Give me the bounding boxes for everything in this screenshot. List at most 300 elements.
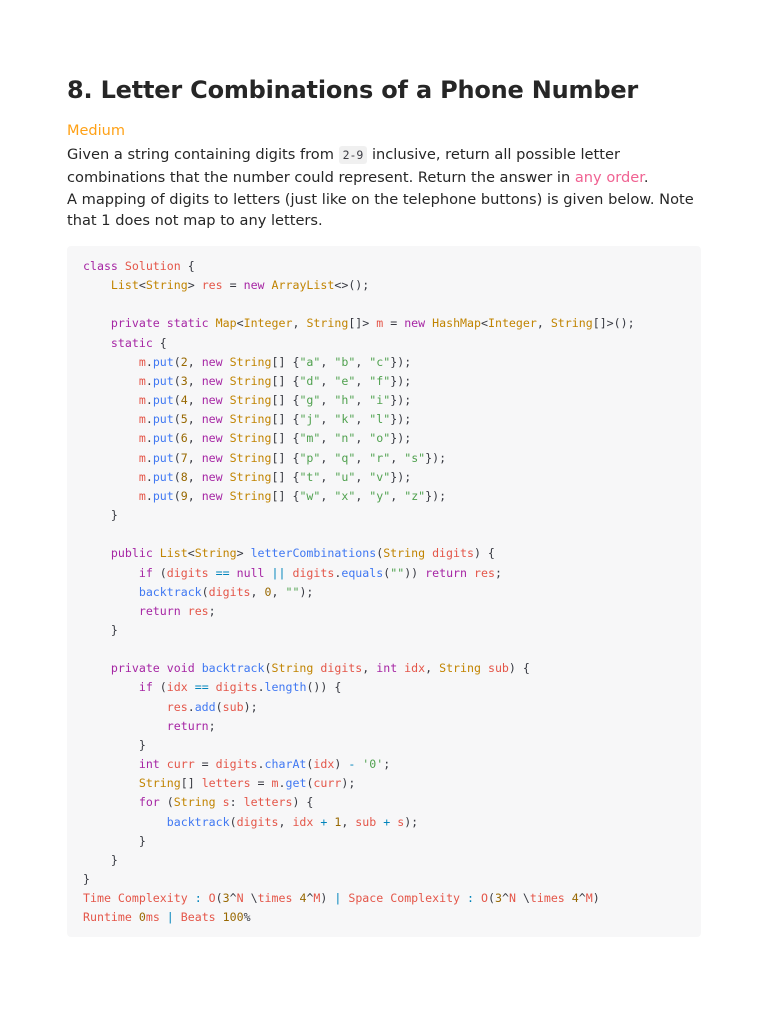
code-token: ; xyxy=(208,603,216,618)
code-token: . xyxy=(145,354,153,369)
code-token: , xyxy=(250,584,265,599)
code-token xyxy=(467,566,474,580)
code-token: "k" xyxy=(334,412,356,427)
code-token: List xyxy=(110,278,139,293)
code-token: "" xyxy=(285,584,300,599)
code-token: m xyxy=(138,450,146,465)
code-token xyxy=(265,278,272,292)
code-token: ( xyxy=(173,450,181,465)
code-line xyxy=(83,908,635,927)
code-token: String xyxy=(229,488,272,503)
code-token: M xyxy=(585,891,593,906)
code-token xyxy=(195,661,202,675)
code-token: new xyxy=(201,373,223,388)
code-token: '0' xyxy=(362,757,384,772)
problem-description xyxy=(67,144,707,232)
code-token: <>(); xyxy=(334,278,370,293)
description-paragraph-1 xyxy=(67,144,707,189)
code-token: 0 xyxy=(264,584,272,599)
code-token xyxy=(160,316,167,330)
code-line xyxy=(83,793,635,812)
code-token: "i" xyxy=(369,393,391,408)
code-token: ( xyxy=(264,661,272,676)
code-token: "j" xyxy=(299,412,321,427)
code-token: : xyxy=(194,891,202,906)
code-token xyxy=(223,374,230,388)
code-token: new xyxy=(201,354,223,369)
code-token: ; xyxy=(208,718,216,733)
code-token: 4 xyxy=(571,891,579,906)
code-token: . xyxy=(257,757,265,772)
code-token: ) { xyxy=(292,795,314,810)
code-token: sub xyxy=(355,814,377,829)
code-token: , xyxy=(362,661,377,676)
code-token: ( xyxy=(201,584,209,599)
code-token: , xyxy=(425,661,440,676)
code-token: put xyxy=(152,469,174,484)
code-token: 3 xyxy=(222,891,230,906)
code-token: . xyxy=(334,565,342,580)
code-token xyxy=(474,891,481,905)
code-token: add xyxy=(194,699,216,714)
code-token: "o" xyxy=(369,431,391,446)
code-token: String xyxy=(271,661,314,676)
code-token: 1 xyxy=(334,814,342,829)
code-token xyxy=(216,910,223,924)
code-line xyxy=(83,353,635,372)
code-token: static xyxy=(166,316,209,331)
code-token: m xyxy=(138,431,146,446)
code-token: length xyxy=(264,680,307,695)
code-token: static xyxy=(110,335,153,350)
code-line xyxy=(83,678,635,697)
code-token: equals xyxy=(341,565,384,580)
code-token: , xyxy=(536,316,551,331)
code-token: "q" xyxy=(334,450,356,465)
code-token: [] { xyxy=(271,450,300,465)
code-token: < xyxy=(138,278,146,293)
code-token: String xyxy=(229,412,272,427)
code-token: return xyxy=(138,603,181,618)
code-token: new xyxy=(201,488,223,503)
code-token: m xyxy=(138,469,146,484)
code-token xyxy=(83,451,139,465)
code-token xyxy=(223,489,230,503)
code-token: new xyxy=(404,316,426,331)
code-token: digits xyxy=(292,565,335,580)
code-token: 3 xyxy=(180,373,188,388)
code-token: ( xyxy=(215,699,223,714)
code-token: digits xyxy=(320,661,363,676)
code-line xyxy=(83,755,635,774)
code-token xyxy=(83,815,167,829)
code-token xyxy=(83,604,139,618)
code-token: , xyxy=(355,412,370,427)
code-token xyxy=(160,910,167,924)
code-line xyxy=(83,506,635,525)
code-token: , xyxy=(271,584,286,599)
code-token xyxy=(83,489,139,503)
code-token: m xyxy=(138,488,146,503)
code-token: , xyxy=(355,373,370,388)
code-token: String xyxy=(194,546,237,561)
code-token: ( xyxy=(215,891,223,906)
code-token xyxy=(153,546,160,560)
code-token: ; xyxy=(494,565,502,580)
code-token: "w" xyxy=(299,488,321,503)
code-token: s xyxy=(397,814,405,829)
code-token: , xyxy=(187,373,202,388)
code-token xyxy=(160,757,167,771)
code-token: }); xyxy=(425,488,447,503)
code-token: String xyxy=(229,450,272,465)
code-line xyxy=(83,468,635,487)
code-token: N xyxy=(508,891,516,906)
code-token: } xyxy=(83,833,146,848)
code-token: ^ xyxy=(578,891,586,906)
code-token: charAt xyxy=(264,757,307,772)
code-token: String xyxy=(439,661,481,676)
code-token: class xyxy=(83,259,118,273)
code-token: ) xyxy=(320,891,335,906)
code-token xyxy=(188,680,195,694)
code-token xyxy=(83,585,139,599)
code-token: 2 xyxy=(180,354,188,369)
code-token: , xyxy=(320,469,335,484)
code-token: }); xyxy=(390,431,412,446)
code-token: , xyxy=(320,488,335,503)
code-token: [] { xyxy=(271,488,300,503)
description-paragraph-2: A mapping of digits to letters (just like on the telephone buttons) is given below. Note that 1 does not map to any letters. xyxy=(67,190,694,230)
code-token xyxy=(223,393,230,407)
code-token: public xyxy=(110,546,153,561)
code-token xyxy=(83,393,139,407)
code-token xyxy=(83,470,139,484)
code-token: [] { xyxy=(271,393,300,408)
code-token: . xyxy=(145,431,153,446)
code-token: []>(); xyxy=(592,316,635,331)
code-token: ^ xyxy=(306,891,314,906)
code-line xyxy=(83,372,635,391)
code-token xyxy=(160,661,167,675)
code-token: digits xyxy=(215,680,258,695)
code-line xyxy=(83,583,635,602)
code-token: , xyxy=(355,469,370,484)
code-token: backtrack xyxy=(166,814,230,829)
code-line xyxy=(83,276,635,295)
code-token xyxy=(83,680,139,694)
code-token: = xyxy=(383,316,405,331)
code-line xyxy=(83,736,635,755)
code-token: , xyxy=(320,450,335,465)
code-token: "y" xyxy=(369,488,391,503)
problem-title: 8. Letter Combinations of a Phone Number xyxy=(67,76,639,104)
code-line xyxy=(83,621,635,640)
inline-code-range: 2-9 xyxy=(339,146,368,164)
code-line xyxy=(83,851,635,870)
code-token: digits xyxy=(215,757,258,772)
code-token xyxy=(83,431,139,445)
code-token xyxy=(265,566,272,580)
code-token: String xyxy=(229,431,272,446)
code-token: put xyxy=(152,488,174,503)
code-token: m xyxy=(138,354,146,369)
code-token: }); xyxy=(390,412,412,427)
description-text: Given a string containing digits from xyxy=(67,146,339,163)
code-token: 0 xyxy=(138,910,146,925)
code-token: , xyxy=(320,373,335,388)
code-token: backtrack xyxy=(138,584,202,599)
code-token: new xyxy=(243,278,265,293)
code-token: . xyxy=(145,412,153,427)
code-line xyxy=(83,314,635,333)
code-token: 7 xyxy=(180,450,188,465)
code-token: , xyxy=(355,393,370,408)
code-token: \ xyxy=(515,891,530,906)
code-token: }); xyxy=(390,393,412,408)
code-token: res xyxy=(474,565,495,580)
code-token: return xyxy=(425,565,468,580)
code-token: }); xyxy=(390,469,412,484)
code-token: "s" xyxy=(404,450,426,465)
code-token: ( xyxy=(173,393,181,408)
code-token: "n" xyxy=(334,431,356,446)
code-token: letters xyxy=(243,795,293,810)
code-token: } xyxy=(83,872,90,886)
code-token: N xyxy=(236,891,244,906)
code-token: res xyxy=(187,603,209,618)
code-line xyxy=(83,774,635,793)
code-token: Complexity xyxy=(117,891,188,906)
code-token: m xyxy=(138,393,146,408)
code-line xyxy=(83,889,635,908)
code-token: ()) { xyxy=(306,680,342,695)
code-token: String xyxy=(229,354,272,369)
code-token: put xyxy=(152,373,174,388)
code-token: ( xyxy=(306,757,314,772)
code-line xyxy=(83,813,635,832)
code-token: void xyxy=(166,661,195,676)
code-line xyxy=(83,602,635,621)
code-token: if xyxy=(138,565,153,580)
code-token: String xyxy=(173,795,216,810)
code-token: , xyxy=(292,316,307,331)
code-token: M xyxy=(313,891,321,906)
code-token xyxy=(216,795,223,809)
code-token: } xyxy=(83,508,118,523)
code-token: 8 xyxy=(180,469,188,484)
code-token xyxy=(83,661,111,675)
code-token: ( xyxy=(152,680,167,695)
code-token: new xyxy=(201,393,223,408)
code-token: ( xyxy=(159,795,174,810)
code-token xyxy=(83,795,139,809)
code-token: letters xyxy=(201,776,251,791)
code-token: put xyxy=(152,412,174,427)
code-token xyxy=(202,891,209,905)
code-token: "g" xyxy=(299,393,321,408)
code-token: % xyxy=(243,910,251,925)
code-token: 9 xyxy=(180,488,188,503)
code-token: new xyxy=(201,469,223,484)
code-token xyxy=(565,891,572,905)
code-line xyxy=(83,640,635,659)
code-token: : xyxy=(467,891,475,906)
code-token: Solution xyxy=(124,259,181,273)
code-token: String xyxy=(138,776,181,791)
code-token: , xyxy=(187,431,202,446)
code-line xyxy=(83,544,635,563)
code-token: String xyxy=(550,316,593,331)
code-token: < xyxy=(187,546,195,561)
code-token: res xyxy=(166,699,188,714)
code-token: , xyxy=(187,412,202,427)
code-token: put xyxy=(152,354,174,369)
code-token: Space xyxy=(348,891,384,906)
code-token: HashMap xyxy=(432,316,481,331)
code-token: for xyxy=(138,795,160,810)
code-token: int xyxy=(138,757,160,772)
code-token: < xyxy=(481,316,488,331)
code-token: [] { xyxy=(271,431,300,446)
code-token: "d" xyxy=(299,373,321,388)
code-token: if xyxy=(138,680,153,695)
code-token: ( xyxy=(173,354,181,369)
code-token: String xyxy=(229,393,272,408)
code-token: . xyxy=(145,488,153,503)
code-token: digits xyxy=(208,584,251,599)
code-token: ) { xyxy=(473,546,495,561)
code-token: [] { xyxy=(271,354,300,369)
code-token: : xyxy=(229,795,244,810)
code-token xyxy=(83,336,111,350)
code-token: - xyxy=(348,757,356,772)
code-token xyxy=(83,355,139,369)
code-token xyxy=(223,470,230,484)
code-token: }); xyxy=(425,450,447,465)
code-token: > xyxy=(187,278,202,293)
code-token: String xyxy=(229,373,272,388)
code-token: ); xyxy=(299,584,314,599)
code-token xyxy=(174,910,181,924)
code-token xyxy=(188,891,195,905)
code-token xyxy=(83,546,111,560)
code-token: private xyxy=(110,316,160,331)
code-token xyxy=(223,412,230,426)
code-token: { xyxy=(152,335,167,350)
code-token: new xyxy=(201,450,223,465)
code-token: curr xyxy=(313,776,342,791)
code-line xyxy=(83,659,635,678)
code-token: sub xyxy=(487,661,509,676)
code-token: ^ xyxy=(229,891,237,906)
any-order-highlight: any order xyxy=(574,168,644,186)
code-token: \ xyxy=(243,891,258,906)
code-token: null xyxy=(236,565,265,580)
code-token: , xyxy=(187,354,202,369)
code-token xyxy=(83,700,167,714)
code-token: "m" xyxy=(299,431,321,446)
code-token: ( xyxy=(376,546,384,561)
code-line xyxy=(83,334,635,353)
description-text: . xyxy=(643,168,649,186)
code-token: "a" xyxy=(299,354,321,369)
code-token: curr xyxy=(166,757,195,772)
code-token xyxy=(83,412,139,426)
code-token: ( xyxy=(173,412,181,427)
code-token: O xyxy=(481,891,488,906)
code-token xyxy=(83,776,139,790)
code-token: || xyxy=(271,565,286,580)
code-token: "v" xyxy=(369,469,391,484)
code-line xyxy=(83,698,635,717)
code-token: put xyxy=(152,431,174,446)
code-line xyxy=(83,410,635,429)
code-token: ) xyxy=(592,891,600,906)
code-token: "u" xyxy=(334,469,356,484)
code-token xyxy=(83,757,139,771)
code-token: get xyxy=(285,776,307,791)
code-token xyxy=(460,891,467,905)
code-token: , xyxy=(390,488,405,503)
code-token xyxy=(425,546,432,560)
code-token: idx xyxy=(166,680,188,695)
code-token: , xyxy=(355,354,370,369)
code-line xyxy=(83,564,635,583)
code-token: "c" xyxy=(369,354,391,369)
code-token: , xyxy=(355,431,370,446)
code-token: , xyxy=(187,469,202,484)
code-token: }); xyxy=(390,354,412,369)
code-token: O xyxy=(208,891,216,906)
code-token: "x" xyxy=(334,488,356,503)
code-token xyxy=(181,604,188,618)
code-token xyxy=(83,316,111,330)
code-token xyxy=(223,431,230,445)
code-token: "" xyxy=(390,565,405,580)
code-line xyxy=(83,525,635,544)
code-token: put xyxy=(152,393,174,408)
code-token: ( xyxy=(306,776,314,791)
code-token: . xyxy=(145,373,153,388)
code-token: } xyxy=(83,737,146,752)
code-token xyxy=(83,278,111,292)
code-token xyxy=(230,566,237,580)
code-token: ); xyxy=(341,776,356,791)
code-token: []> xyxy=(348,316,377,331)
code-token: m xyxy=(271,776,279,791)
code-token: ); xyxy=(404,814,419,829)
code-token: [] xyxy=(180,776,202,791)
code-line xyxy=(83,487,635,506)
code-token: idx xyxy=(404,661,426,676)
code-token: "t" xyxy=(299,469,321,484)
code-token: . xyxy=(145,393,153,408)
code-token: 6 xyxy=(180,431,188,446)
code-token: , xyxy=(320,412,335,427)
code-token: Time xyxy=(83,891,111,906)
code-token xyxy=(209,566,216,580)
code-token: new xyxy=(201,431,223,446)
code-token: + xyxy=(383,814,391,829)
code-token: ArrayList xyxy=(271,278,335,293)
code-token: "z" xyxy=(404,488,426,503)
code-token: res xyxy=(201,278,223,293)
code-token xyxy=(83,566,139,580)
code-token: )) xyxy=(404,565,426,580)
code-token: "r" xyxy=(369,450,391,465)
code-token: String xyxy=(306,316,349,331)
